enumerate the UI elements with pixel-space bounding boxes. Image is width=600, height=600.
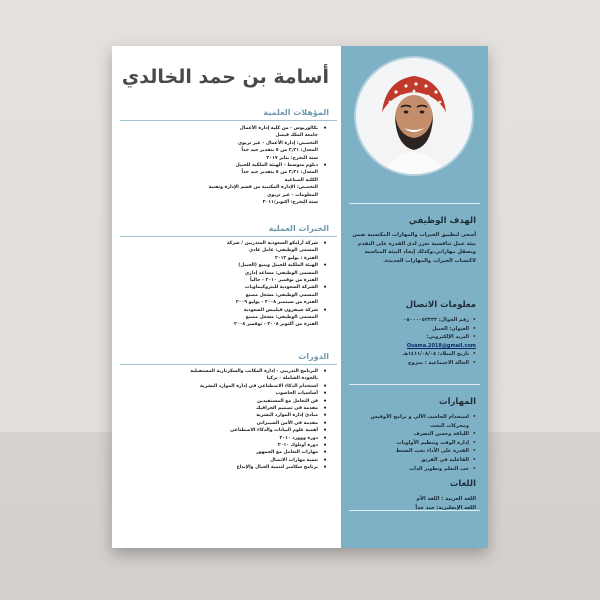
experience-item: الفترة من أكتوبر ٢٠٠٨ - نوفمبر ٢٠٠٨ — [234, 322, 318, 328]
section-divider — [120, 364, 337, 365]
contact-item: • الحالة الاجتماعية : متزوج — [347, 359, 476, 368]
skill-item: • استخدام الحاسب الآلي و برامج الأوفيس ومحركات البحث — [347, 413, 476, 430]
courses-item: • دورة ووورد ٢٠١٠ — [122, 435, 327, 442]
courses-title: الدورات — [298, 352, 329, 361]
skill-item: • حب التعلم وتطوير الذات — [347, 465, 476, 474]
experience-title: الخبرات العملية — [268, 224, 329, 233]
experience-list — [122, 240, 327, 329]
contact-title: معلومات الاتصال — [405, 300, 476, 310]
experience-item: المسمى الوظيفي: عامل عادي — [249, 248, 318, 254]
qualifications-item: • دبلوم متوسط - الهيئة الملكية للجبيل — [122, 162, 327, 169]
skills-list — [347, 413, 476, 473]
objective-text: أسعى لتطبيق الخبرات والمهارات المكتسبة ضمن بيئة عمل تنافسية تعزز لدى القدرة على التقدم وتصقل مهاراتي،وكذلك إيجاد البيئة المناسبة لاكتساب الخبرات والمهارات الجديدة. — [352, 232, 476, 264]
qualifications-list — [122, 125, 327, 206]
experience-item: المسمى الوظيفي: مشغل مصنع — [245, 292, 318, 298]
profile-photo — [356, 58, 472, 174]
experience-item: المسمى الوظيفي: مساعد إداري — [244, 270, 318, 276]
courses-list — [122, 368, 327, 472]
resume-page — [112, 46, 488, 548]
experience-item: • شركة شيفرون فيليبس السعودية — [122, 307, 327, 314]
courses-item: • دورة أوتلوك ٢٠١٠ — [122, 442, 327, 449]
courses-item: • تنمية مهارات الاتصال — [122, 457, 327, 464]
skill-item: • اللباقة وحسن التصرف — [347, 430, 476, 439]
experience-item: • الهيئة الملكية للجبيل وينبع (الجبيل) — [122, 262, 327, 269]
courses-item: • مهارات التعامل مع الجمهور — [122, 449, 327, 456]
language-item: اللغة العربية : اللغة الأم — [416, 496, 476, 502]
qualifications-item: • بكالوريوس - من كلية إدارة الأعمال — [122, 125, 327, 132]
languages-list — [349, 495, 476, 512]
sidebar-divider — [349, 203, 480, 204]
courses-item: • فن التعامل مع المستفيدين — [122, 398, 327, 405]
courses-item: • مقدمة في تصميم الجرافيك — [122, 405, 327, 412]
contact-item: • تاريخ الميلاد: ١٤١١/٠٨/٠٥هـ — [347, 350, 476, 359]
section-divider — [120, 236, 337, 237]
contact-list — [347, 316, 476, 368]
experience-item: • شركة أرامكو السعودية المتدربين / شركة — [122, 240, 327, 247]
section-divider — [120, 120, 337, 121]
courses-item: بالجودة الشاملة - تركيا — [266, 376, 318, 382]
language-item: اللغة الإنجليزية: جيد جداً — [415, 504, 476, 511]
qualifications-item: المعدل: ٣٫٢١ من ٥ بتقدير جيد جداً — [241, 148, 318, 154]
qualifications-item: سنة التخرج: أكتوبر/٢٠١١ — [262, 200, 318, 206]
experience-item: • الشركة السعودية للبتروكيماويات — [122, 284, 327, 291]
contact-item: • رقم الجوال: ٠٥٠٠٠٠٥٣٣٣٣ — [347, 316, 476, 325]
objective-title: الهدف الوظيفي — [408, 216, 476, 226]
contact-item: • البريد الإلكتروني: — [347, 333, 476, 342]
experience-item: المسمى الوظيفي: مشغل مصنع — [245, 315, 318, 321]
skills-title: المهارات — [439, 397, 476, 407]
contact-item: • العنوان: الجبيل — [347, 325, 476, 334]
qualifications-item: الكلية الصناعية — [284, 177, 318, 183]
courses-item: • استخدام الذكاء الاصطناعي في إدارة الموارد البشرية — [122, 383, 327, 390]
qualifications-item: التخصص: الإدارة المكتبية من قسم الإدارة وتقنية — [208, 185, 318, 191]
skill-item: • القدرة على الأداء تحت الضغط — [347, 447, 476, 456]
experience-item: الفترة من سبتمبر ٢٠٠٨ - يوليو ٢٠٠٩ — [235, 300, 318, 306]
courses-item: • أساسيات الحاسوب — [122, 390, 327, 397]
resume-sidebar — [341, 46, 488, 548]
languages-title: اللغات — [449, 479, 476, 489]
skill-item: • إدارة الوقت وتنظيم الأولويات — [347, 439, 476, 448]
courses-item: • مقدمة في الأمن السيبراني — [122, 420, 327, 427]
sidebar-divider — [349, 384, 480, 385]
qualifications-item: المعدل: ٣٫٢١ من ٥ بتقدير جيد جداً — [241, 170, 318, 176]
qualifications-item: سنة التخرج: يناير ٢٠١٧ — [266, 155, 318, 161]
experience-item: الفترة : يوليو ٢٠١٢ — [275, 255, 318, 261]
resume-main — [112, 46, 341, 548]
contact-email[interactable]: Osama.2018@gmail.com — [406, 342, 476, 349]
courses-item: • أهمية علوم البيانات والذكاء الاصطناعي — [122, 427, 327, 434]
qualifications-item: المعلومات - غير تربوي — [267, 192, 318, 198]
qualifications-item: جامعة الملك فيصل — [275, 133, 318, 139]
person-name: أسامة بن حمد الخالدي — [121, 66, 329, 88]
courses-item: • برنامج سكامبر لتنمية الخيال والإبداع — [122, 464, 327, 471]
skill-item: • الفاعلية في الفريق — [347, 456, 476, 465]
courses-item: • البرنامج التدريبي - إدارة المكاتب والسكرتارية المستقبلية — [122, 368, 327, 375]
experience-item: الفترة من نوفمبر ٢٠١٠ - حالياً — [250, 278, 318, 284]
qualifications-title: المؤهلات العلمية — [263, 108, 329, 117]
qualifications-item: التخصص: إدارة الأعمال - غير تربوي — [237, 140, 318, 146]
courses-item: • مبادئ إدارة الموارد البشرية — [122, 412, 327, 419]
